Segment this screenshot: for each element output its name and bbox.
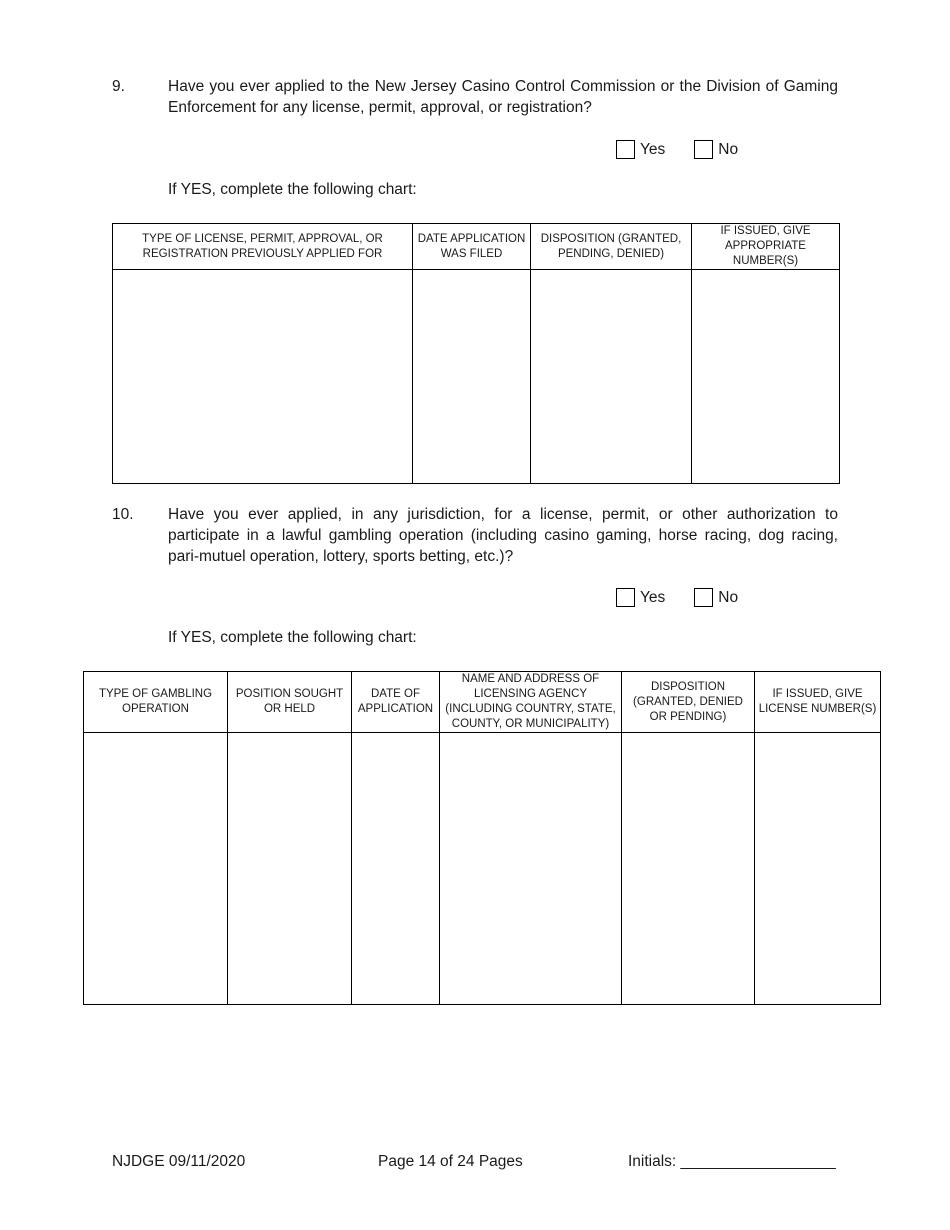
table-cell[interactable] bbox=[622, 733, 755, 1005]
table-cell[interactable] bbox=[228, 733, 352, 1005]
q9-if-yes-instruction: If YES, complete the following chart: bbox=[168, 181, 417, 198]
q9-no-option[interactable] bbox=[694, 140, 738, 159]
q9-yes-no bbox=[616, 140, 767, 159]
q10-yes-no bbox=[616, 588, 767, 607]
table-header: DATE OF APPLICATION bbox=[352, 672, 440, 733]
q9-license-table bbox=[112, 223, 840, 484]
table-header: TYPE OF LICENSE, PERMIT, APPROVAL, OR REGISTRATION PREVIOUSLY APPLIED FOR bbox=[113, 224, 413, 270]
q10-no-option[interactable] bbox=[694, 588, 738, 607]
table-header: DISPOSITION (GRANTED, PENDING, DENIED) bbox=[531, 224, 692, 270]
table-cell[interactable] bbox=[692, 270, 840, 484]
q10-if-yes-instruction: If YES, complete the following chart: bbox=[168, 629, 417, 646]
footer-form-id: NJDGE 09/11/2020 bbox=[112, 1153, 246, 1170]
no-checkbox[interactable] bbox=[694, 588, 713, 607]
question-text: Have you ever applied to the New Jersey Casino Control Commission or the Division of Gaming Enforcement for any license, permit, approval, or registration? bbox=[168, 78, 838, 116]
table-cell[interactable] bbox=[113, 270, 413, 484]
table-header: IF ISSUED, GIVE APPROPRIATE NUMBER(S) bbox=[692, 224, 840, 270]
table-header: DISPOSITION (GRANTED, DENIED OR PENDING) bbox=[622, 672, 755, 733]
table-cell[interactable] bbox=[413, 270, 531, 484]
q10-yes-option[interactable] bbox=[616, 588, 665, 607]
table-header: IF ISSUED, GIVE LICENSE NUMBER(S) bbox=[755, 672, 881, 733]
table-header: NAME AND ADDRESS OF LICENSING AGENCY (INCLUDING COUNTRY, STATE, COUNTY, OR MUNICIPALITY) bbox=[440, 672, 622, 733]
table-cell[interactable] bbox=[84, 733, 228, 1005]
table-header: DATE APPLICATION WAS FILED bbox=[413, 224, 531, 270]
yes-checkbox[interactable] bbox=[616, 140, 635, 159]
table-cell[interactable] bbox=[440, 733, 622, 1005]
table-cell[interactable] bbox=[352, 733, 440, 1005]
footer-initials: Initials: __________________ bbox=[628, 1153, 836, 1170]
no-label: No bbox=[718, 140, 739, 158]
table-cell[interactable] bbox=[531, 270, 692, 484]
question-number: 9. bbox=[112, 78, 125, 95]
table-header: POSITION SOUGHT OR HELD bbox=[228, 672, 352, 733]
table-header: TYPE OF GAMBLING OPERATION bbox=[84, 672, 228, 733]
table-cell[interactable] bbox=[755, 733, 881, 1005]
footer-page-number: Page 14 of 24 Pages bbox=[378, 1153, 523, 1170]
yes-label: Yes bbox=[640, 140, 666, 158]
yes-checkbox[interactable] bbox=[616, 588, 635, 607]
no-checkbox[interactable] bbox=[694, 140, 713, 159]
question-number: 10. bbox=[112, 506, 134, 523]
q9-yes-option[interactable] bbox=[616, 140, 665, 159]
question-text: Have you ever applied, in any jurisdiction, for a license, permit, or other authorization to participate in a lawful gambling operation (including casino gaming, horse racing, dog racing, pari-mutuel operation, lottery, sports betting, etc.)? bbox=[168, 506, 838, 565]
q10-gambling-table bbox=[83, 671, 881, 1005]
yes-label: Yes bbox=[640, 588, 666, 606]
no-label: No bbox=[718, 588, 739, 606]
